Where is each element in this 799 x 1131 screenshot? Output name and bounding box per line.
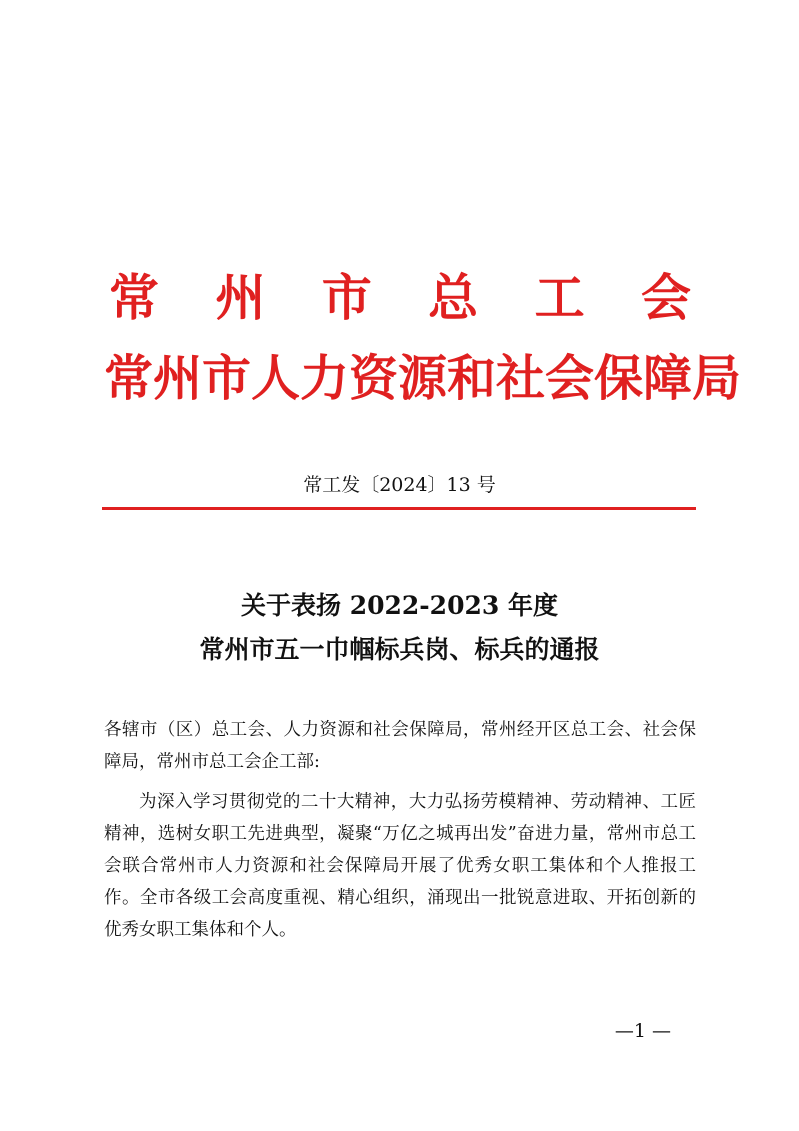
issuer-char: 总 — [428, 268, 479, 327]
issuer-name-bureau: 常州市人力资源和社会保障局 — [104, 349, 742, 407]
issuer-char: 常 — [109, 268, 159, 327]
issuer-char: 会 — [640, 268, 691, 327]
issuer-name-union — [104, 268, 696, 328]
issuer-char: 市 — [321, 268, 372, 327]
page-number: —1 — — [614, 1020, 672, 1042]
body-paragraph — [104, 786, 696, 946]
issuer-char: 工 — [534, 268, 585, 327]
salutation-text: 各辖市（区）总工会、人力资源和社会保障局，常州经开区总工会、社会保障局，常州市总工会企工部: — [104, 720, 696, 772]
document-number: 常工发〔2024〕13 号 — [303, 474, 496, 496]
document-title-line-1: 关于表扬 2022-2023 年度 — [241, 591, 558, 620]
paragraph-text: 为深入学习贯彻党的二十大精神，大力弘扬劳模精神、劳动精神、工匠精神，选树女职工先进典型，凝聚“万亿之城再出发”奋进力量，常州市总工会联合常州市人力资源和社会保障局开展了优秀女职工集体和个人推报工作。全市各级工会高度重视、精心组织，涌现出一批锐意进取、开拓创新的优秀女职工集体和个人。 — [104, 792, 696, 940]
issuer-char: 州 — [215, 268, 266, 327]
salutation — [104, 714, 696, 778]
red-divider — [102, 507, 696, 510]
document-title-line-2: 常州市五一巾帼标兵岗、标兵的通报 — [199, 635, 600, 664]
